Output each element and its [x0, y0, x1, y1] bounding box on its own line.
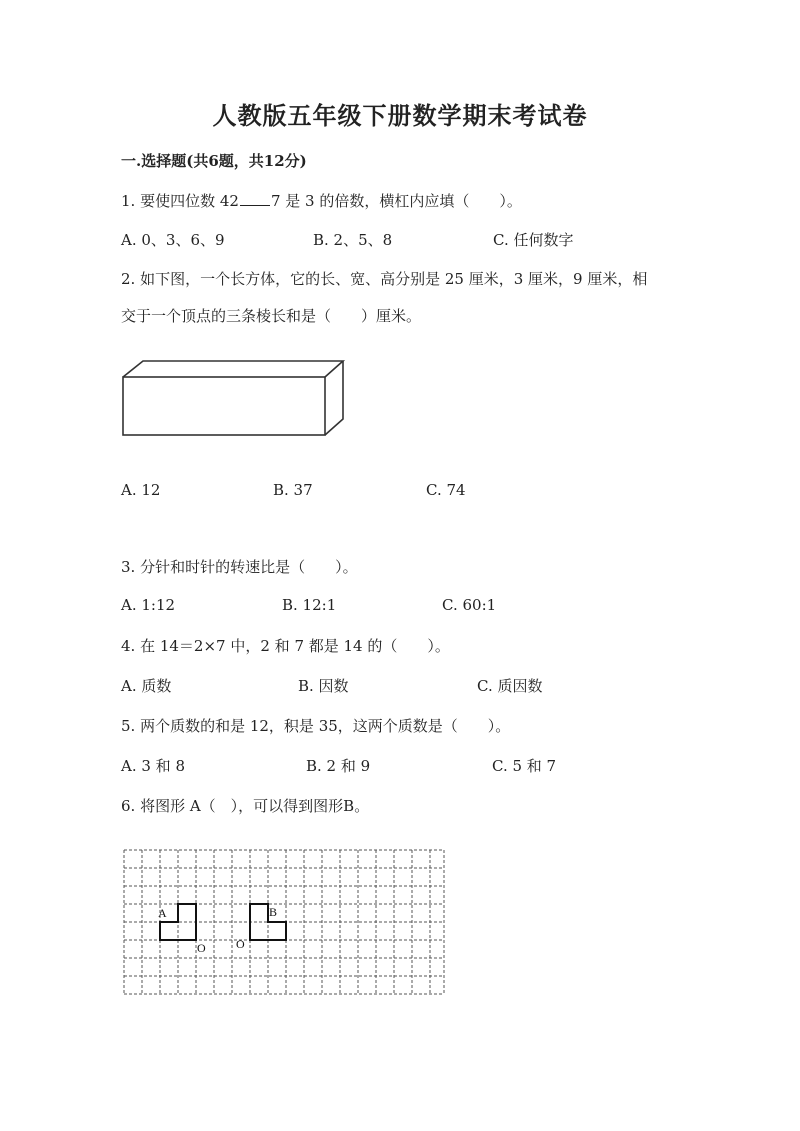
page-title: 人教版五年级下册数学期末考试卷 [212, 101, 588, 130]
label-a: A [158, 906, 167, 920]
question-5-option-a[interactable]: A. 3 和 8 [121, 757, 185, 775]
cuboid-figure [118, 355, 348, 441]
question-4-option-b[interactable]: B. 因数 [298, 677, 349, 695]
question-1-option-c[interactable]: C. 任何数字 [493, 231, 574, 249]
section-heading: 一.选择题(共6题，共12分) [121, 152, 307, 170]
question-3: 3. 分针和时针的转速比是（ ）。 [121, 558, 358, 576]
question-4-option-c[interactable]: C. 质因数 [477, 677, 543, 695]
question-2-line-2: 交于一个顶点的三条棱长和是（ ）厘米。 [121, 307, 422, 325]
label-o-2: O [236, 937, 245, 951]
question-6: 6. 将图形 A（ ），可以得到图形B。 [121, 797, 370, 815]
question-2-line-1: 2. 如下图，一个长方体，它的长、宽、高分别是 25 厘米，3 厘米，9 厘米，相 [121, 270, 648, 288]
question-1 [121, 190, 522, 211]
question-2-option-c[interactable]: C. 74 [426, 481, 466, 499]
question-4-option-a[interactable]: A. 质数 [121, 677, 172, 695]
answer-blank [240, 191, 270, 206]
label-b: B [269, 905, 278, 919]
question-3-option-c[interactable]: C. 60:1 [442, 596, 497, 614]
question-2-option-a[interactable]: A. 12 [121, 481, 161, 499]
question-3-option-a[interactable]: A. 1:12 [121, 596, 176, 614]
question-5: 5. 两个质数的和是 12，积是 35，这两个质数是（ ）。 [121, 717, 511, 735]
question-3-option-b[interactable]: B. 12:1 [282, 596, 337, 614]
question-1-text-before: 1. 要使四位数 42 [121, 192, 239, 210]
question-1-text-after: 7 是 3 的倍数，横杠内应填（ ）。 [270, 192, 522, 210]
question-4: 4. 在 14＝2×7 中，2 和 7 都是 14 的（ ）。 [121, 637, 450, 655]
question-5-option-c[interactable]: C. 5 和 7 [492, 757, 557, 775]
question-5-option-b[interactable]: B. 2 和 9 [306, 757, 371, 775]
question-2-option-b[interactable]: B. 37 [273, 481, 313, 499]
label-o-1: O [197, 941, 206, 955]
grid-figure [120, 848, 450, 1000]
question-1-option-a[interactable]: A. 0、3、6、9 [121, 231, 225, 249]
question-1-option-b[interactable]: B. 2、5、8 [313, 231, 393, 249]
